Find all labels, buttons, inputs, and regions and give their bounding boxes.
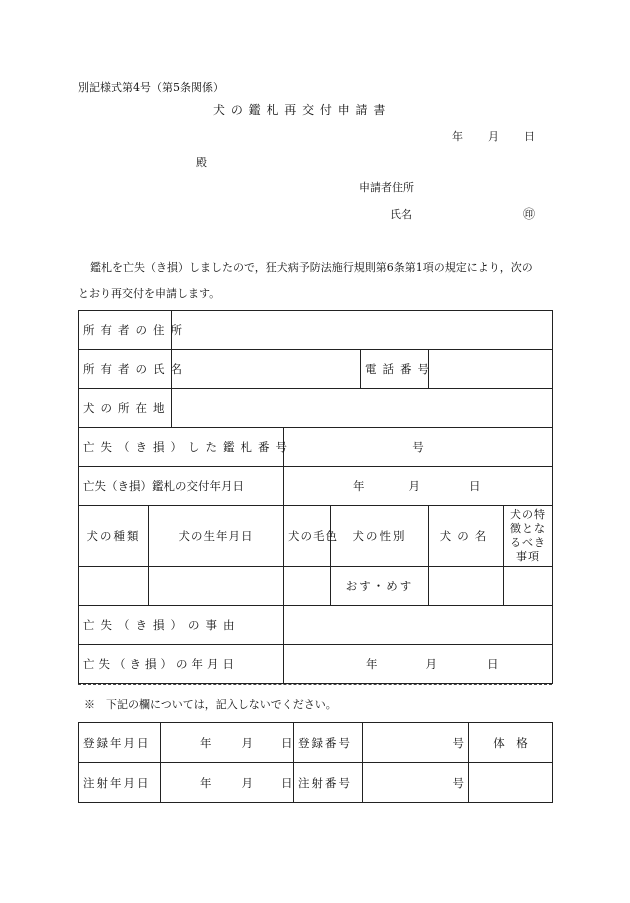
sex-field[interactable]: おす・めす <box>331 567 429 606</box>
loss-date-field[interactable] <box>284 645 553 684</box>
loss-year: 年 <box>366 657 378 671</box>
row-reason <box>79 606 553 645</box>
loss-month: 月 <box>425 657 437 671</box>
office-use-note: ※ 下記の欄については，記入しないでください。 <box>84 698 337 711</box>
reg-day: 日 <box>281 735 293 750</box>
col-features-header: 犬の特徴となるべき事項 <box>504 506 553 567</box>
office-use-table <box>78 722 553 803</box>
reg-number-label: 登録番号 <box>294 723 363 763</box>
owner-address-label: 所有者の住所 <box>79 311 172 350</box>
inj-date-field <box>161 763 294 803</box>
row-owner-address <box>79 311 553 350</box>
inj-date-label: 注射年月日 <box>79 763 161 803</box>
features-field[interactable] <box>504 567 553 606</box>
col-color-header: 犬の毛色 <box>284 506 331 567</box>
addressee-label: 殿 <box>196 156 207 169</box>
row-owner-name <box>79 350 553 389</box>
inj-day: 日 <box>281 775 293 790</box>
owner-address-field[interactable] <box>172 311 553 350</box>
row-issue-date <box>79 467 553 506</box>
phone-label: 電話番号 <box>361 350 429 389</box>
form-title: 犬 の 鑑 札 再 交 付 申 請 書 <box>213 103 387 117</box>
lost-tag-number-label: 亡失（き損）した鑑札番号 <box>79 428 284 467</box>
inj-number-field <box>363 763 469 803</box>
date-day-label: 日 <box>524 130 535 143</box>
issue-day: 日 <box>469 479 481 493</box>
reg-number-field <box>363 723 469 763</box>
body-line-2: とおり再交付を申請します。 <box>78 287 221 300</box>
name-field[interactable] <box>429 567 504 606</box>
col-birth-header: 犬の生年月日 <box>149 506 284 567</box>
owner-name-label: 所有者の氏名 <box>79 350 172 389</box>
row-injection <box>79 763 553 803</box>
seal-mark: ㊞ <box>523 207 536 221</box>
loss-day: 日 <box>487 657 499 671</box>
reason-label: 亡失（き損）の事由 <box>79 606 284 645</box>
date-month-label: 月 <box>488 130 499 143</box>
row-dog-values <box>79 567 553 606</box>
owner-name-field[interactable] <box>172 350 361 389</box>
breed-field[interactable] <box>79 567 149 606</box>
lost-tag-number-field[interactable] <box>284 428 553 467</box>
date-year-label: 年 <box>452 130 463 143</box>
reg-number-suffix: 号 <box>452 735 464 750</box>
birth-field[interactable] <box>149 567 284 606</box>
number-suffix: 号 <box>412 440 424 454</box>
row-dog-headers <box>79 506 553 567</box>
col-breed-header: 犬の種類 <box>79 506 149 567</box>
reg-date-label: 登録年月日 <box>79 723 161 763</box>
separator-dashed-line <box>78 684 552 685</box>
color-field[interactable] <box>284 567 331 606</box>
dog-location-label: 犬の所在地 <box>79 389 172 428</box>
row-loss-date <box>79 645 553 684</box>
reg-year: 年 <box>200 735 212 750</box>
main-form-table <box>78 310 553 684</box>
dog-location-field[interactable] <box>172 389 553 428</box>
reg-date-field <box>161 723 294 763</box>
applicant-address-label: 申請者住所 <box>359 181 414 194</box>
inj-number-label: 注射番号 <box>294 763 363 803</box>
body-type-label: 体 格 <box>469 723 553 763</box>
reason-field[interactable] <box>284 606 553 645</box>
applicant-name-label: 氏名 <box>390 208 412 221</box>
col-sex-header: 犬の性別 <box>331 506 429 567</box>
phone-field[interactable] <box>429 350 553 389</box>
inj-month: 月 <box>241 775 253 790</box>
issue-date-field[interactable] <box>284 467 553 506</box>
issue-date-label: 亡失（き損）鑑札の交付年月日 <box>79 467 284 506</box>
inj-number-suffix: 号 <box>452 775 464 790</box>
form-number: 別記様式第4号（第5条関係） <box>78 81 224 94</box>
loss-date-label: 亡失（き損）の年月日 <box>79 645 284 684</box>
body-line-1: 鑑札を亡失（き損）しましたので，狂犬病予防法施行規則第6条第1項の規定により，次の <box>90 261 533 274</box>
row-registration <box>79 723 553 763</box>
issue-year: 年 <box>353 479 365 493</box>
row-dog-location <box>79 389 553 428</box>
row-lost-tag-number <box>79 428 553 467</box>
col-name-header: 犬の名 <box>429 506 504 567</box>
issue-month: 月 <box>408 479 420 493</box>
body-type-field <box>469 763 553 803</box>
reg-month: 月 <box>241 735 253 750</box>
inj-year: 年 <box>200 775 212 790</box>
